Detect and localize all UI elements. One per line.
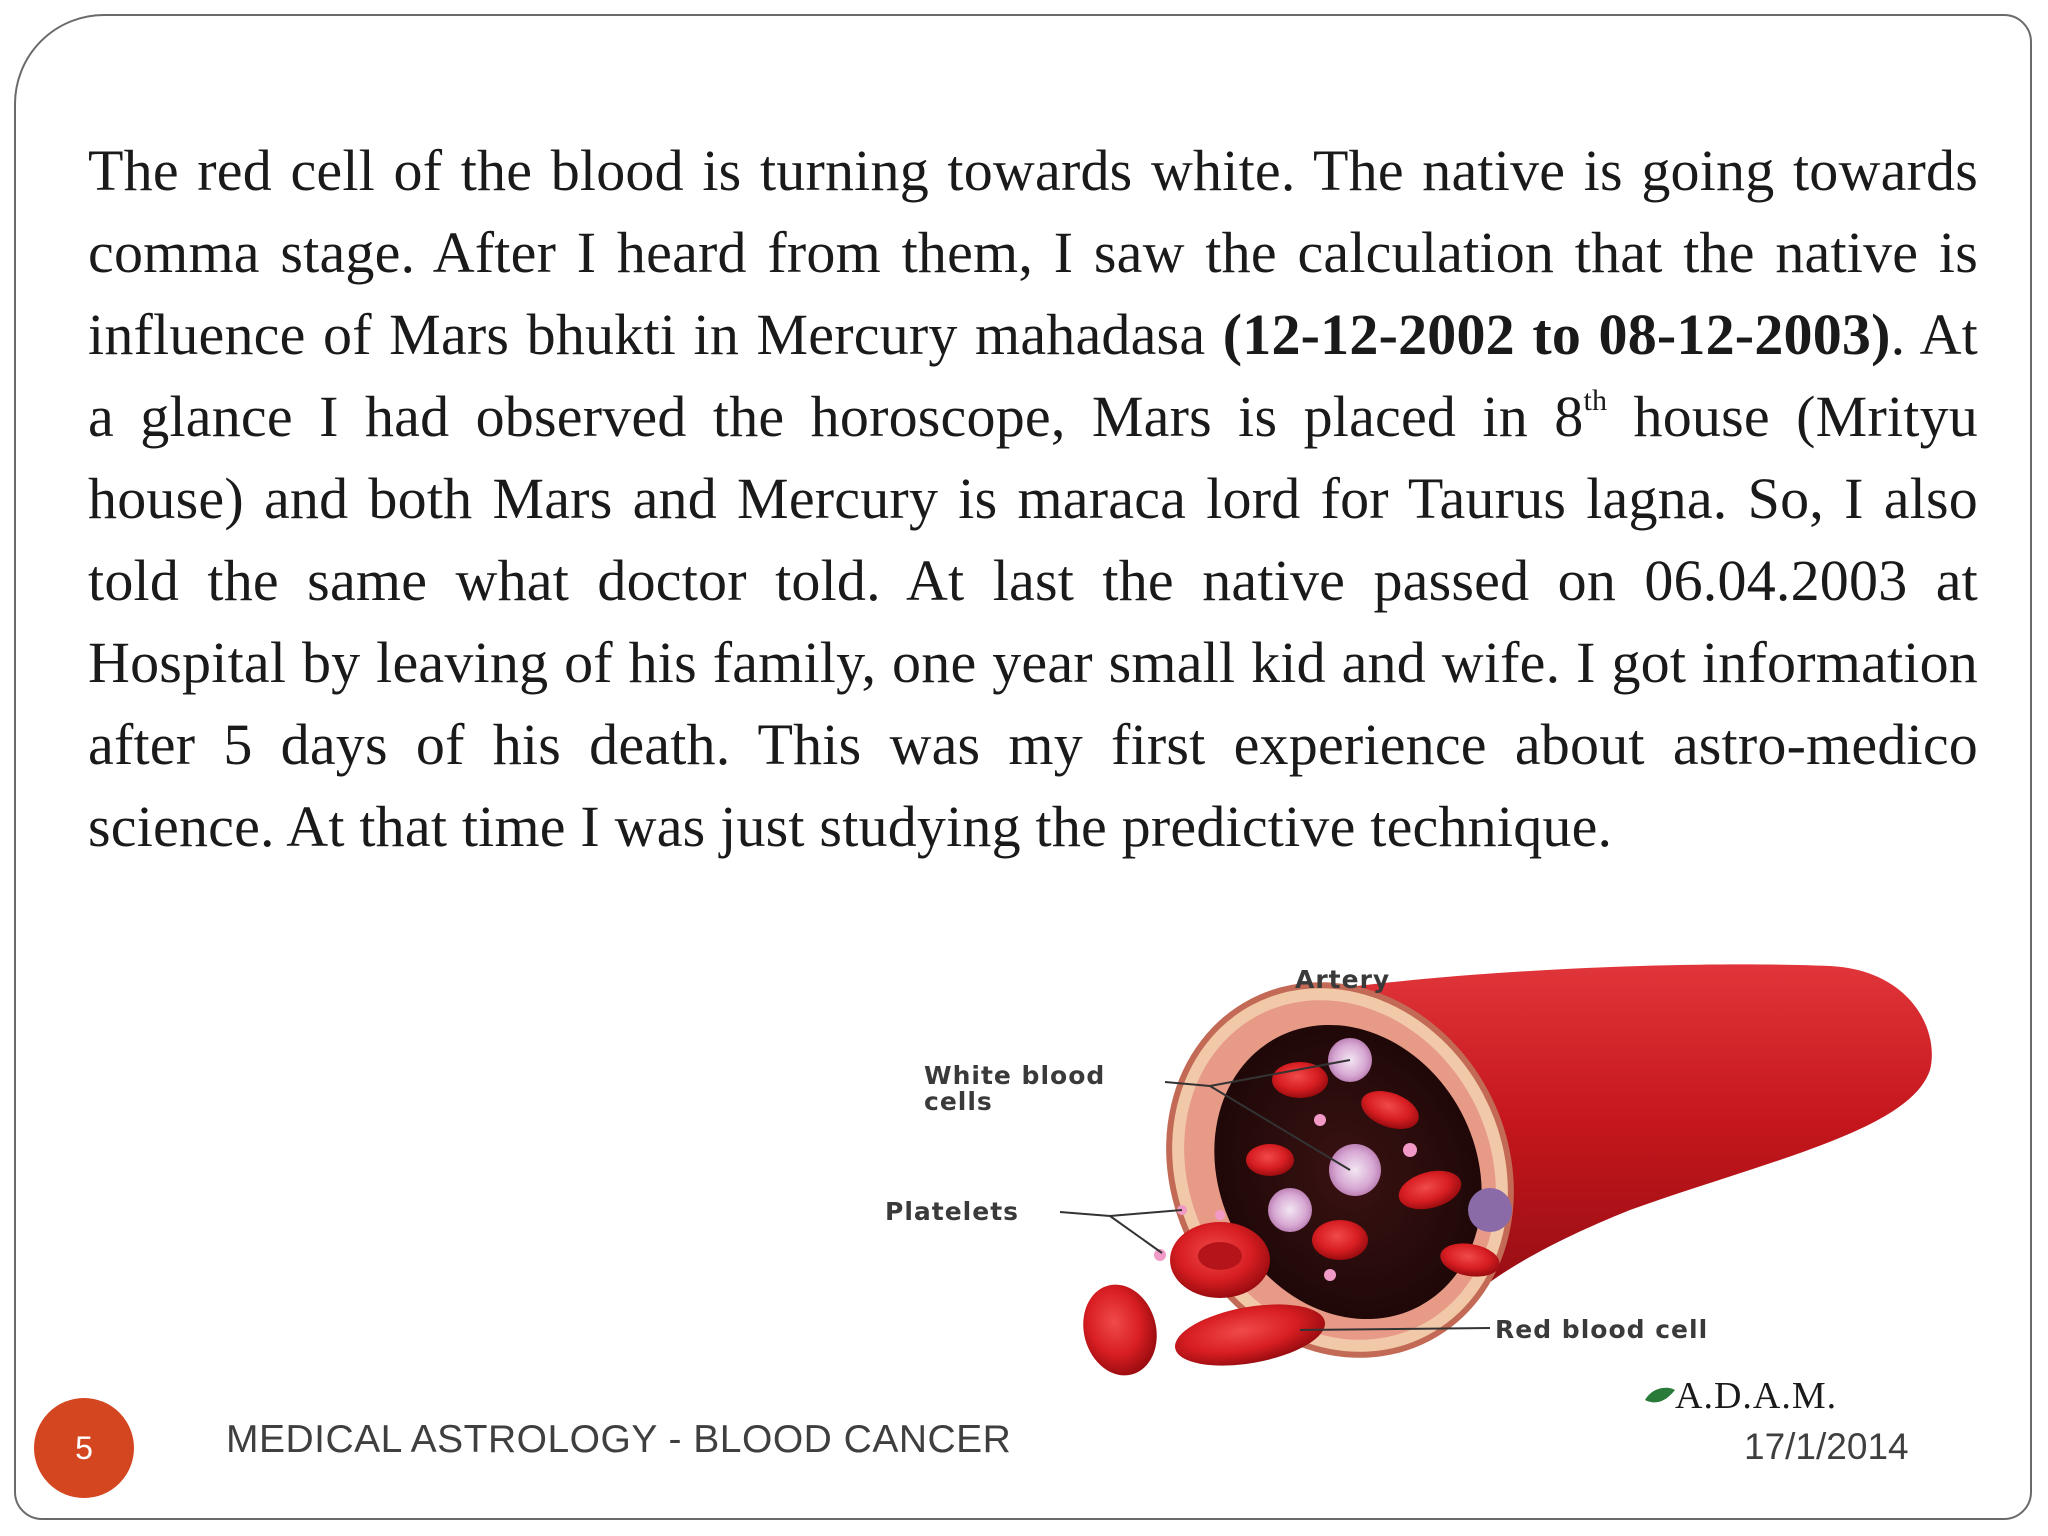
paragraph-part-2: . At a glance I had observed the horoscope, Mars is placed in 8 (88, 302, 1978, 449)
date-range-bold: (12-12-2002 to 08-12-2003) (1222, 302, 1891, 367)
leaf-icon (1645, 1388, 1675, 1403)
slide-number-badge (34, 1398, 134, 1498)
paragraph-part-3: house (Mrityu house) and both Mars and Mercury is maraca lord for Taurus lagna. So, I also told the same what doctor told. At last the native passed on 06.04.2003 at Hospital by leaving of his family, one year small kid and wife. I got information after 5 days of his death. This was my first experience about astro-medico science. At that time I was just studying the predictive technique. (88, 384, 1978, 859)
body-paragraph (88, 130, 1978, 868)
label-artery: Artery (1295, 965, 1391, 994)
svg-text:A.D.A.M.: A.D.A.M. (1675, 1375, 1838, 1417)
footer-title: MEDICAL ASTROLOGY - BLOOD CANCER (226, 1418, 1012, 1461)
leader-line-platelets (1060, 1210, 1182, 1216)
paragraph-part-1: The red cell of the blood is turning towards white. The native is going towards comma stage. After I heard from them, I saw the calculation that the native is influence of Mars bhukti in Mercury mahadasa (88, 138, 1978, 367)
label-white-blood-cells: White blood (924, 1061, 1106, 1090)
label-red-blood-cell: Red blood cell (1495, 1315, 1709, 1344)
label-platelets: Platelets (885, 1197, 1020, 1226)
label-white-blood-cells-line2: cells (924, 1087, 993, 1116)
ordinal-superscript: th (1583, 384, 1608, 417)
adam-logo (1645, 1375, 1837, 1417)
footer-date: 17/1/2014 (1744, 1426, 1909, 1467)
slide-number: 5 (75, 1429, 93, 1466)
artery-illustration (870, 960, 1980, 1430)
